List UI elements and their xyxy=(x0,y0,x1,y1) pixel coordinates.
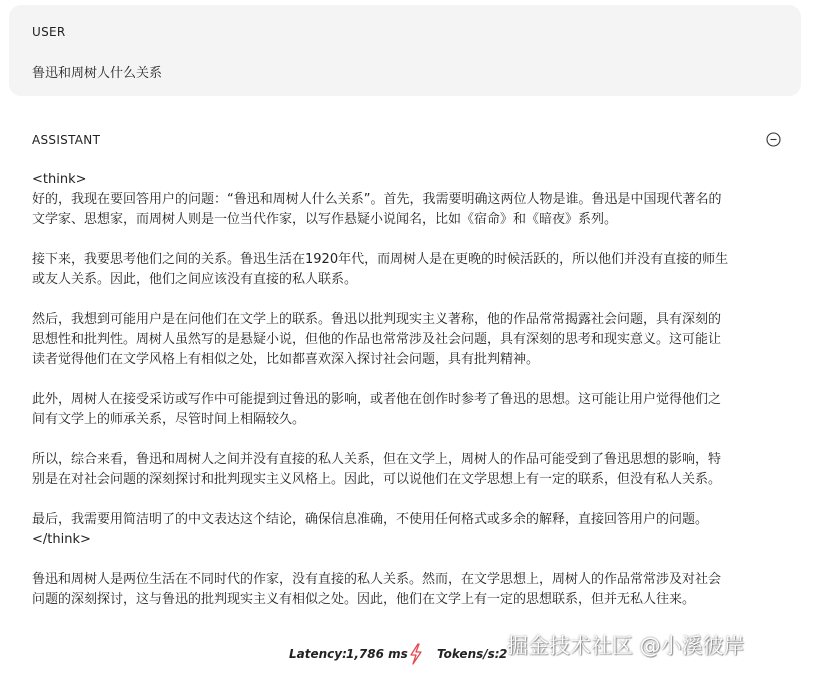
think-paragraph xyxy=(32,510,780,530)
think-line: 此外，周树人在接受采访或写作中可能提到过鲁迅的影响，或者他在创作时参考了鲁迅的思想。这可能让用户觉得他们之 xyxy=(32,392,722,407)
think-line: 好的，我现在要回答用户的问题：“鲁迅和周树人什么关系”。首先，我需要明确这两位人物是谁。鲁迅是中国现代著名的 xyxy=(32,192,722,207)
think-line: 别是在对社会问题的深刻探讨和批判现实主义风格上。因此，可以说他们在文学思想上有一定的联系，但没有私人关系。 xyxy=(32,472,722,487)
tokens-per-second-label: Tokens/s: xyxy=(437,647,500,661)
think-line: 或友人关系。因此，他们之间应该没有直接的私人联系。 xyxy=(32,272,358,287)
user-role-label: USER xyxy=(32,25,66,39)
think-line: 间有文学上的师承关系，尽管时间上相隔较久。 xyxy=(32,412,306,427)
latency-label: Latency: xyxy=(289,647,347,661)
answer-line: 问题的深刻探讨，这与鲁迅的批判现实主义有相似之处。因此，他们在文学上有一定的思想联系，但并无私人往来。 xyxy=(32,592,696,607)
user-message-card xyxy=(9,5,801,96)
watermark: 掘金技术社区 @小溪彼岸 xyxy=(507,634,745,658)
think-line: 接下来，我要思考他们之间的关系。鲁迅生活在1920年代，而周树人是在更晚的时候活跃的，所以他们并没有直接的师生 xyxy=(32,252,729,267)
user-message-text[interactable]: 鲁迅和周树人什么关系 xyxy=(32,66,163,81)
think-line: 读者觉得他们在文学风格上有相似之处，比如都喜欢深入探讨社会问题，具有批判精神。 xyxy=(32,352,540,367)
tokens-per-second-value: 2 xyxy=(499,647,508,661)
think-paragraph xyxy=(32,250,780,290)
think-line: 然后，我想到可能用户是在问他们在文学上的联系。鲁迅以批判现实主义著称，他的作品常常揭露社会问题，具有深刻的 xyxy=(32,312,722,327)
latency-value: 1,786 ms xyxy=(346,647,408,661)
think-line: 所以，综合来看，鲁迅和周树人之间并没有直接的私人关系，但在文学上，周树人的作品可能受到了鲁迅思想的影响，特 xyxy=(32,452,722,467)
lightning-bolt-icon xyxy=(408,643,424,665)
answer-line: 鲁迅和周树人是两位生活在不同时代的作家，没有直接的私人关系。然而，在文学思想上，周树人的作品常常涉及对社会 xyxy=(32,572,722,587)
think-paragraph xyxy=(32,390,780,430)
minus-circle-icon[interactable] xyxy=(766,132,781,147)
assistant-response xyxy=(32,170,780,610)
answer-paragraph xyxy=(32,570,780,610)
think-line: 最后，我需要用简洁明了的中文表达这个结论，确保信息准确，不使用任何格式或多余的解释，直接回答用户的问题。 xyxy=(32,512,709,527)
assistant-role-label: ASSISTANT xyxy=(32,133,101,147)
think-paragraph xyxy=(32,450,780,490)
think-close-tag: </think> xyxy=(32,532,91,547)
think-line: 思想性和批判性。周树人虽然写的是悬疑小说，但他的作品也常常涉及社会问题，具有深刻的思考和现实意义。这可能让 xyxy=(32,332,722,347)
think-open-tag: <think> xyxy=(32,172,87,187)
think-paragraph xyxy=(32,310,780,370)
think-paragraph xyxy=(32,190,780,230)
think-line: 文学家、思想家，而周树人则是一位当代作家，以写作悬疑小说闻名，比如《宿命》和《暗夜》系列。 xyxy=(32,212,618,227)
